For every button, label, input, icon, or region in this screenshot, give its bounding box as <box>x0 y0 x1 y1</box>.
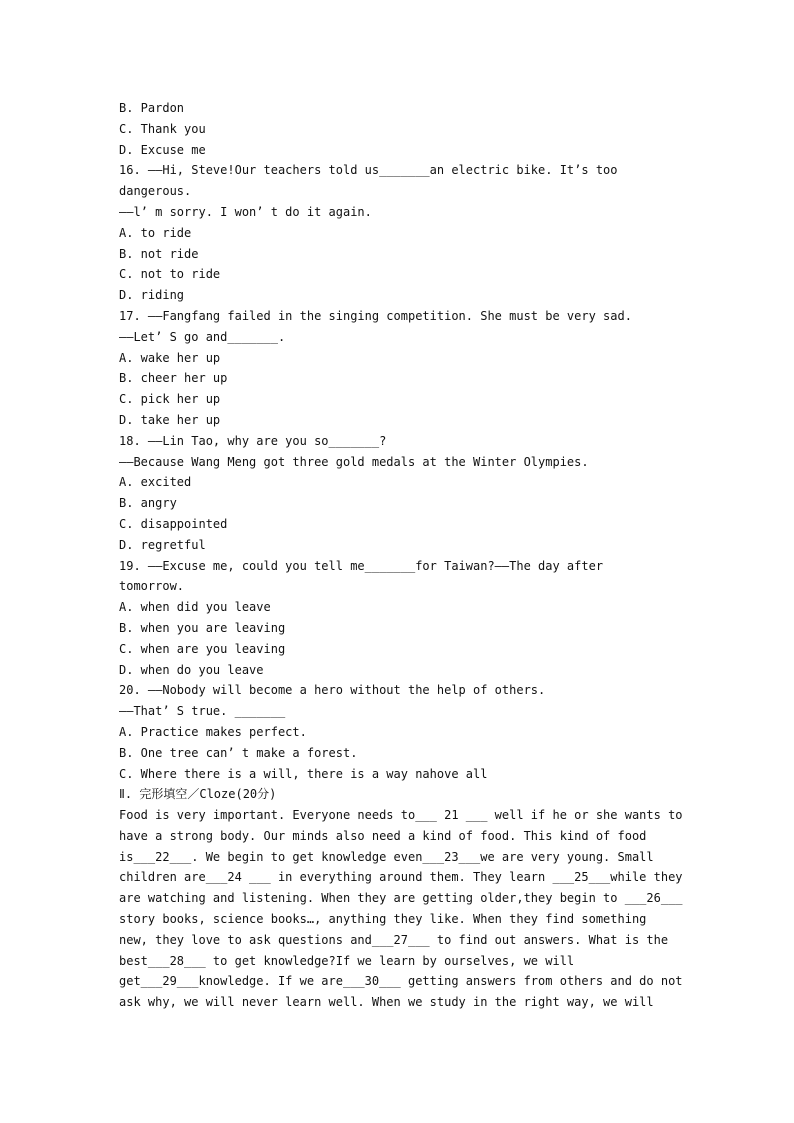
cloze-passage-line: new, they love to ask questions and___27___ to find out answers. What is the <box>119 932 669 947</box>
option-line: D. riding <box>119 288 185 303</box>
option-line: D. regretful <box>119 537 206 552</box>
option-line: A. wake her up <box>119 350 221 365</box>
cloze-passage-line: story books, science books…, anything they like. When they find something <box>119 912 647 927</box>
option-line: A. Practice makes perfect. <box>119 724 307 739</box>
question-18: 18. ——Lin Tao, why are you so_______? <box>119 433 387 448</box>
option-line: C. not to ride <box>119 267 221 282</box>
option-line: D. when do you leave <box>119 662 264 677</box>
option-line: C. Thank you <box>119 121 206 136</box>
cloze-passage-line: have a strong body. Our minds also need a kind of food. This kind of food <box>119 828 647 843</box>
option-line: B. angry <box>119 496 177 511</box>
dialogue-line: ——Because Wang Meng got three gold medals at the Winter Olympies. <box>119 454 589 469</box>
option-line: C. Where there is a will, there is a way nahove all <box>119 766 488 781</box>
dialogue-line: ——l’ m sorry. I won’ t do it again. <box>119 204 372 219</box>
option-line: B. not ride <box>119 246 199 261</box>
document-page <box>119 98 683 1013</box>
section-heading: Ⅱ. 完形填空／Cloze(20分) <box>119 787 277 802</box>
question-16: 16. ——Hi, Steve!Our teachers told us_______an electric bike. It’s too <box>119 163 618 178</box>
question-line: tomorrow. <box>119 579 185 594</box>
cloze-passage-line: are watching and listening. When they are getting older,they begin to ___26___ <box>119 891 683 906</box>
option-line: D. Excuse me <box>119 142 206 157</box>
option-line: C. disappointed <box>119 516 228 531</box>
option-line: A. to ride <box>119 225 192 240</box>
dialogue-line: ——Let’ S go and_______. <box>119 329 286 344</box>
option-line: A. when did you leave <box>119 600 271 615</box>
option-line: B. cheer her up <box>119 371 228 386</box>
cloze-passage-line: is___22___. We begin to get knowledge even___23___we are very young. Small <box>119 849 654 864</box>
question-17: 17. ——Fangfang failed in the singing competition. She must be very sad. <box>119 308 632 323</box>
option-line: B. Pardon <box>119 101 185 115</box>
cloze-passage-line: best___28___ to get knowledge?If we learn by ourselves, we will <box>119 953 575 968</box>
option-line: C. pick her up <box>119 392 221 407</box>
option-line: A. excited <box>119 475 192 490</box>
cloze-passage-line: children are___24 ___ in everything around them. They learn ___25___while they <box>119 870 683 885</box>
cloze-passage-line: get___29___knowledge. If we are___30___ getting answers from others and do not <box>119 974 683 989</box>
cloze-passage-line: ask why, we will never learn well. When we study in the right way, we will <box>119 995 654 1010</box>
cloze-passage-line: Food is very important. Everyone needs to___ 21 ___ well if he or she wants to <box>119 808 683 823</box>
option-line: D. take her up <box>119 412 221 427</box>
option-line: B. One tree can’ t make a forest. <box>119 745 358 760</box>
question-line: dangerous. <box>119 184 192 199</box>
question-20: 20. ——Nobody will become a hero without the help of others. <box>119 683 546 698</box>
option-line: B. when you are leaving <box>119 620 286 635</box>
question-19: 19. ——Excuse me, could you tell me_______for Taiwan?——The day after <box>119 558 604 573</box>
dialogue-line: ——That’ S true. _______ <box>119 704 286 719</box>
option-line: C. when are you leaving <box>119 641 286 656</box>
